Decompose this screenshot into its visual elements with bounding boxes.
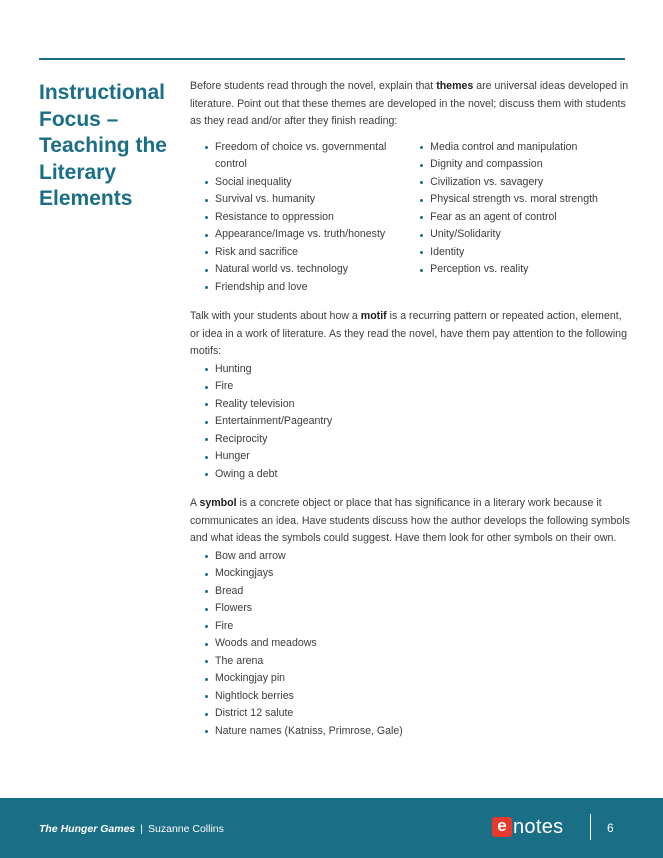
logo-e-icon: e xyxy=(492,817,512,837)
list-item: Risk and sacrifice xyxy=(205,244,405,262)
list-item: Friendship and love xyxy=(205,279,405,297)
list-item: Natural world vs. technology xyxy=(205,261,405,279)
bullet-icon xyxy=(420,269,423,272)
list-item: Social inequality xyxy=(205,174,405,192)
bullet-icon xyxy=(205,181,208,184)
list-item: Fear as an agent of control xyxy=(420,209,630,227)
list-item: Woods and meadows xyxy=(205,635,630,653)
themes-keyword: themes xyxy=(436,80,474,92)
motif-paragraph: Talk with your students about how a motif is a recurring pattern or repeated action, element, or idea in a work of literature. As they read the novel, have them pay attention to the following motifs: xyxy=(190,310,627,357)
themes-list-left xyxy=(190,139,405,297)
section-heading xyxy=(39,80,179,213)
symbols-list xyxy=(190,548,630,741)
bullet-icon xyxy=(205,608,208,611)
motif-keyword: motif xyxy=(360,310,387,322)
list-item: Hunger xyxy=(205,448,630,466)
list-item: The arena xyxy=(205,653,630,671)
themes-list-right xyxy=(405,139,630,297)
themes-list xyxy=(190,139,630,297)
list-item: Appearance/Image vs. truth/honesty xyxy=(205,226,405,244)
list-item: Hunting xyxy=(205,361,630,379)
symbol-paragraph: A symbol is a concrete object or place that has significance in a literary work because it communicates an idea. Have students discuss how the author develops the following symbols and what ideas the symbols could suggest. Have them look for other symbols on their own. xyxy=(190,497,630,544)
list-item: Physical strength vs. moral strength xyxy=(420,191,630,209)
list-item: Flowers xyxy=(205,600,630,618)
list-item: Dignity and compassion xyxy=(420,156,630,174)
page-number: 6 xyxy=(607,821,614,835)
bullet-icon xyxy=(420,164,423,167)
list-item: Reciprocity xyxy=(205,431,630,449)
bullet-icon xyxy=(205,695,208,698)
bullet-icon xyxy=(205,730,208,733)
list-item: Media control and manipulation xyxy=(420,139,630,157)
bullet-icon xyxy=(420,146,423,149)
bullet-icon xyxy=(420,199,423,202)
bullet-icon xyxy=(205,660,208,663)
list-item: Civilization vs. savagery xyxy=(420,174,630,192)
bullet-icon xyxy=(420,216,423,219)
heading-line: Instructional xyxy=(39,81,166,104)
bullet-icon xyxy=(205,421,208,424)
heading-line: Teaching the xyxy=(39,134,167,157)
heading-line: Elements xyxy=(39,187,133,210)
list-item: Entertainment/Pageantry xyxy=(205,413,630,431)
bullet-icon xyxy=(205,438,208,441)
bullet-icon xyxy=(205,216,208,219)
bullet-icon xyxy=(420,251,423,254)
bullet-icon xyxy=(205,555,208,558)
list-item: District 12 salute xyxy=(205,705,630,723)
bullet-icon xyxy=(205,573,208,576)
list-item: Freedom of choice vs. governmental control xyxy=(205,139,405,174)
bullet-icon xyxy=(205,368,208,371)
bullet-icon xyxy=(205,146,208,149)
page-footer xyxy=(0,798,663,858)
bullet-icon xyxy=(205,269,208,272)
bullet-icon xyxy=(205,251,208,254)
bullet-icon xyxy=(205,473,208,476)
bullet-icon xyxy=(205,643,208,646)
list-item: Bow and arrow xyxy=(205,548,630,566)
bullet-icon xyxy=(205,403,208,406)
heading-line: Literary xyxy=(39,160,117,184)
bullet-icon xyxy=(420,234,423,237)
list-item: Fire xyxy=(205,618,630,636)
list-item: Nature names (Katniss, Primrose, Gale) xyxy=(205,723,630,741)
bullet-icon xyxy=(205,678,208,681)
top-divider-line xyxy=(39,58,625,60)
book-author: Suzanne Collins xyxy=(148,823,224,835)
list-item: Owing a debt xyxy=(205,466,630,484)
footer-divider xyxy=(590,814,591,840)
book-title: The Hunger Games xyxy=(39,823,136,835)
list-item: Bread xyxy=(205,583,630,601)
list-item: Unity/Solidarity xyxy=(420,226,630,244)
symbol-keyword: symbol xyxy=(199,497,237,509)
bullet-icon xyxy=(205,625,208,628)
list-item: Survival vs. humanity xyxy=(205,191,405,209)
bullet-icon xyxy=(205,199,208,202)
themes-paragraph: Before students read through the novel, explain that themes are universal ideas developed in literature. Point out that these themes are developed in the novel; discuss them with students as they read and/or after they finish reading: xyxy=(190,80,629,127)
main-content xyxy=(190,78,630,750)
bullet-icon xyxy=(205,286,208,289)
list-item: Perception vs. reality xyxy=(420,261,630,279)
footer-book-info xyxy=(39,823,224,835)
bullet-icon xyxy=(205,234,208,237)
list-item: Mockingjays xyxy=(205,565,630,583)
footer-separator: | xyxy=(140,823,144,835)
bullet-icon xyxy=(205,456,208,459)
heading-line: Focus – xyxy=(39,107,119,131)
bullet-icon xyxy=(205,590,208,593)
bullet-icon xyxy=(420,181,423,184)
logo-text: notes xyxy=(513,815,564,838)
list-item: Nightlock berries xyxy=(205,688,630,706)
list-item: Resistance to oppression xyxy=(205,209,405,227)
bullet-icon xyxy=(205,713,208,716)
motifs-list xyxy=(190,361,630,484)
bullet-icon xyxy=(205,386,208,389)
list-item: Mockingjay pin xyxy=(205,670,630,688)
list-item: Identity xyxy=(420,244,630,262)
list-item: Reality television xyxy=(205,396,630,414)
enotes-logo[interactable] xyxy=(492,815,563,839)
list-item: Fire xyxy=(205,378,630,396)
